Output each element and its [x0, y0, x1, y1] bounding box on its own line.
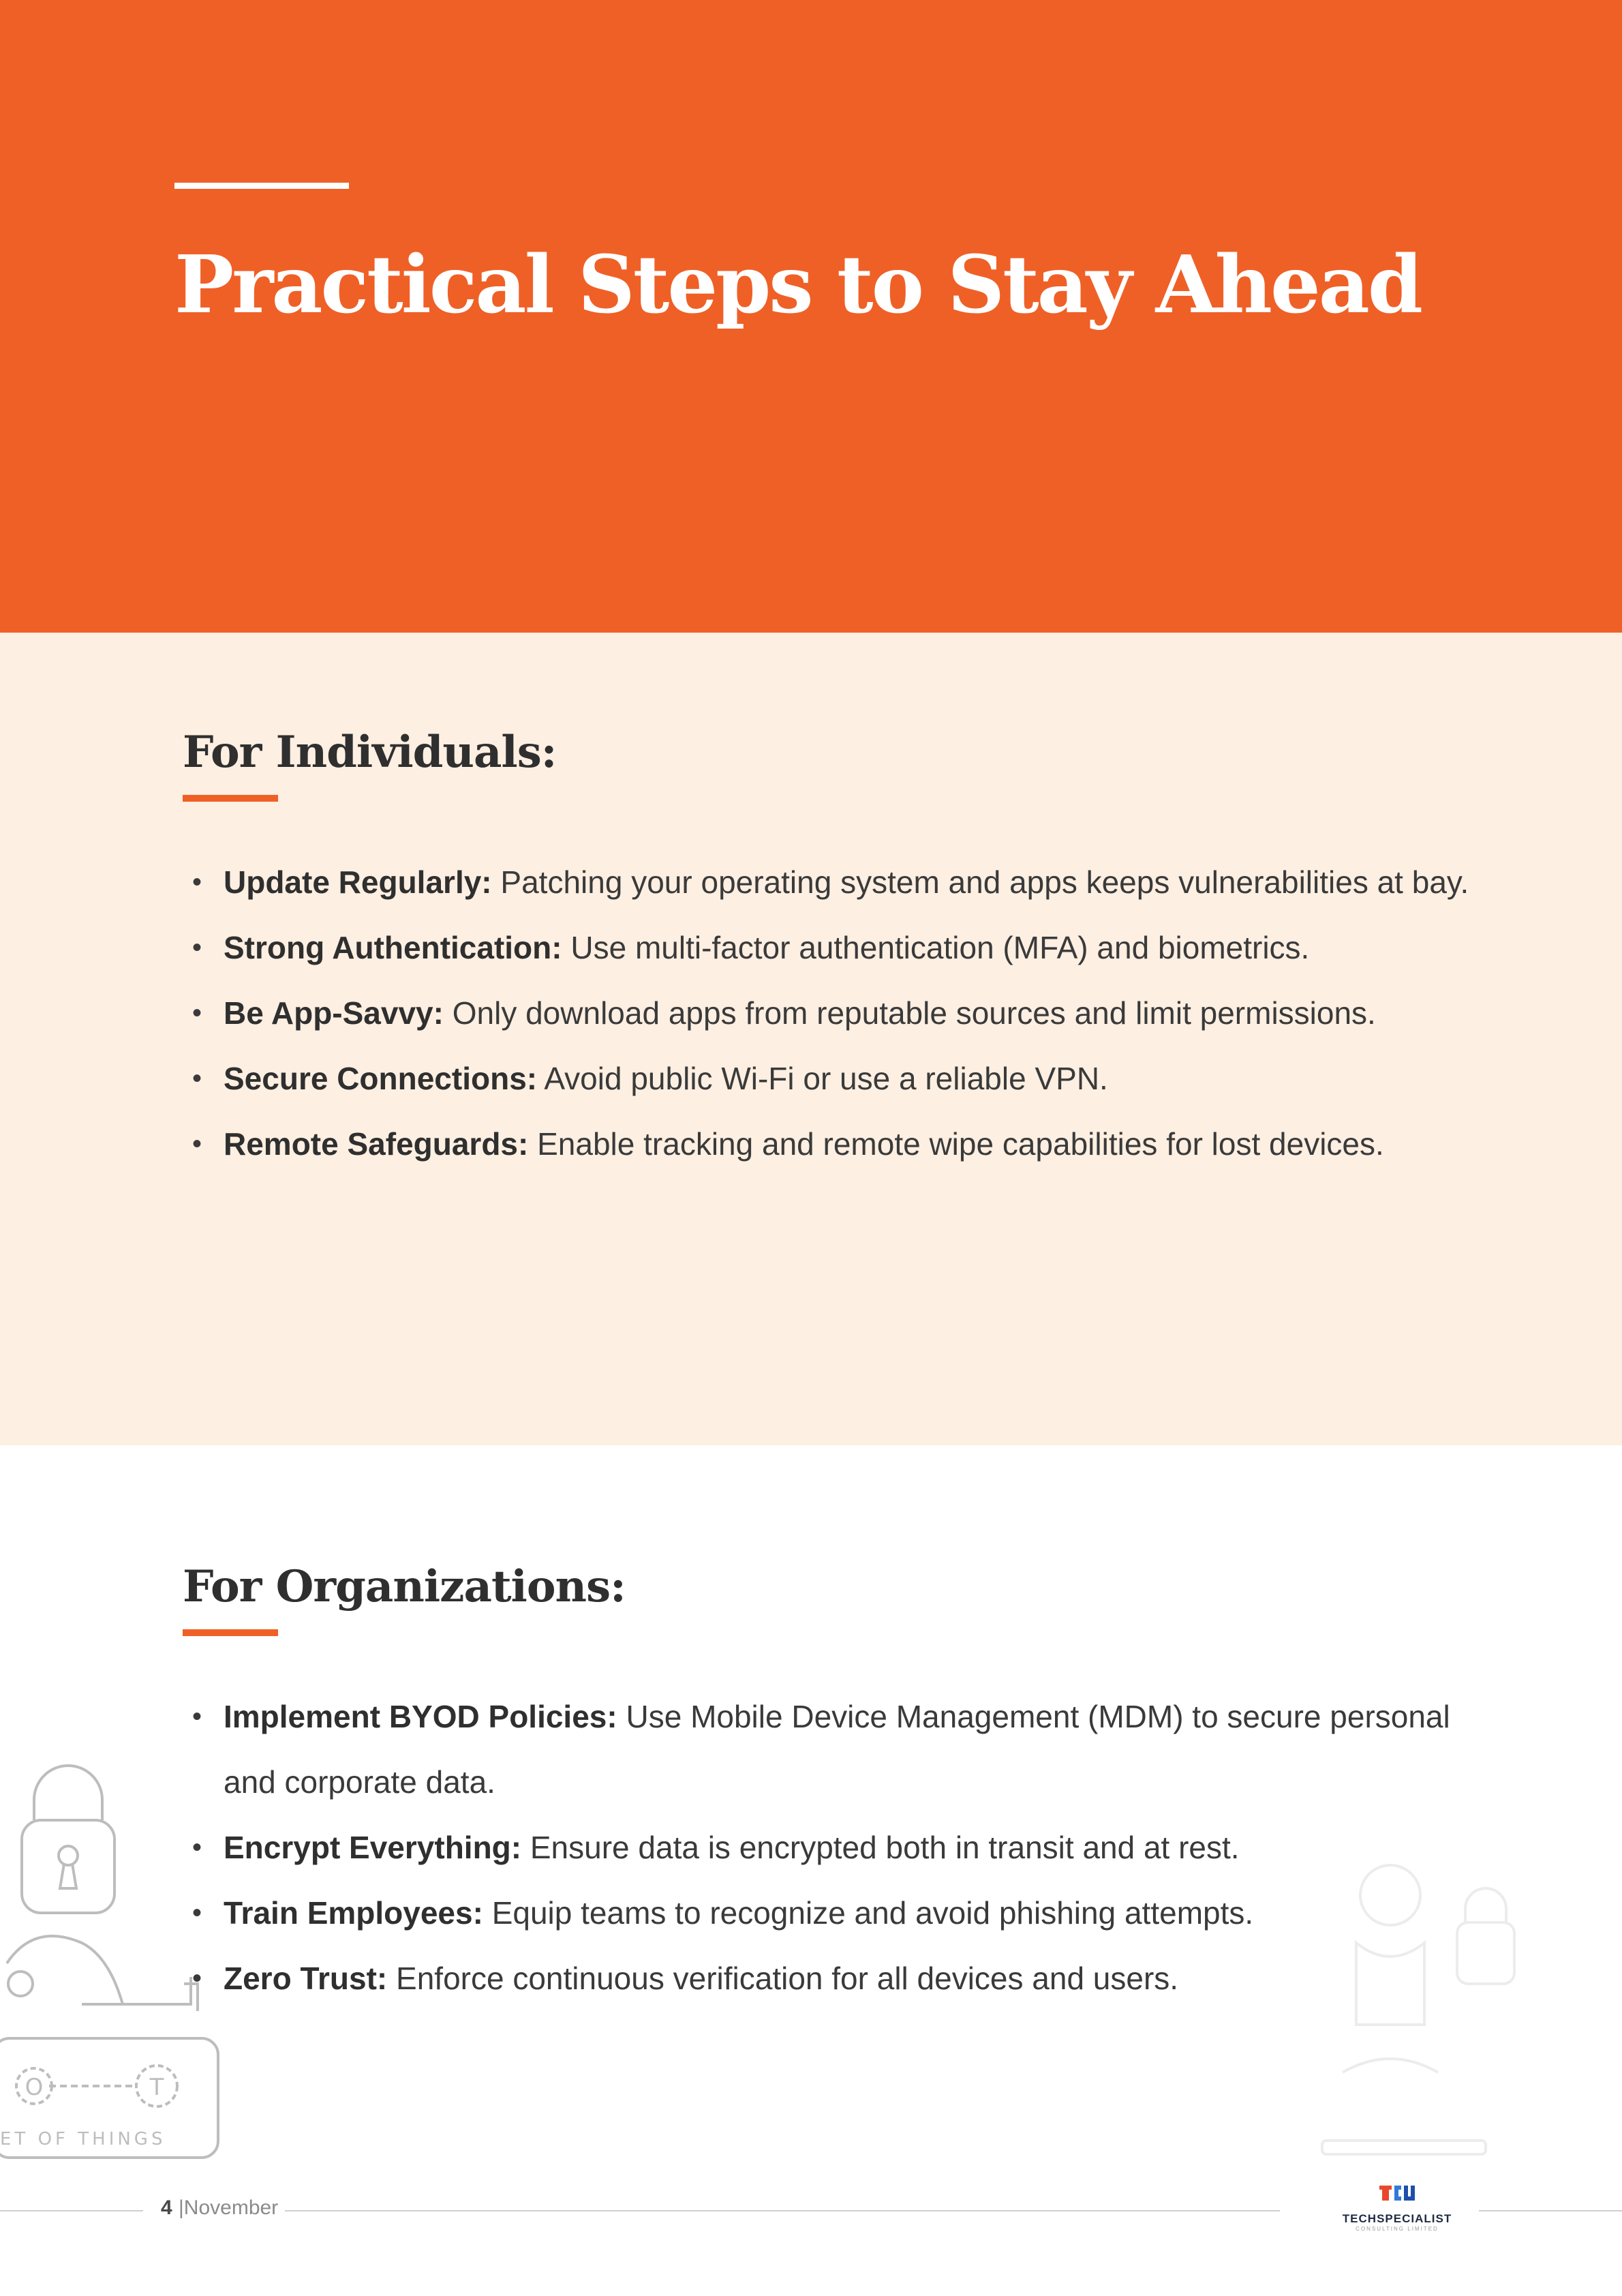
item-text: Use multi-factor authentication (MFA) and biometrics. [562, 930, 1310, 965]
list-item [183, 1046, 1478, 1111]
item-text: Enable tracking and remote wipe capabilities for lost devices. [528, 1126, 1384, 1162]
item-label: Encrypt Everything: [224, 1830, 522, 1865]
lock-shackle [34, 1766, 102, 1820]
individuals-heading: For Individuals: [183, 727, 557, 778]
iot-letter-o: O [25, 2074, 44, 2101]
item-label: Zero Trust: [224, 1961, 388, 1996]
item-label: Secure Connections: [224, 1061, 538, 1096]
hero-divider [174, 183, 349, 189]
item-text: Patching your operating system and apps keeps vulnerabilities at bay. [491, 864, 1469, 900]
item-label: Implement BYOD Policies: [224, 1699, 617, 1734]
list-item [183, 1946, 1478, 2011]
logo-mark-icon [1379, 2179, 1415, 2206]
iot-letter-t: T [149, 2074, 164, 2101]
footer-rule [1479, 2210, 1622, 2211]
item-text: Equip teams to recognize and avoid phishing attempts. [483, 1895, 1254, 1931]
item-text: Enforce continuous verification for all devices and users. [387, 1961, 1179, 1996]
logo-brand-name: TECHSPECIALIST [1342, 2212, 1452, 2225]
item-label: Train Employees: [224, 1895, 483, 1931]
item-label: Strong Authentication: [224, 930, 562, 965]
list-item [183, 1684, 1478, 1815]
page-title: Practical Steps to Stay Ahead [174, 239, 1422, 331]
list-item [183, 849, 1478, 915]
list-item [183, 1880, 1478, 1946]
item-text: Avoid public Wi-Fi or use a reliable VPN. [537, 1061, 1108, 1096]
hero-banner [0, 0, 1622, 633]
faint-person-illustration [1295, 1854, 1540, 2168]
item-text: Use Mobile Device Management (MDM) to secure personal and corporate data. [224, 1699, 1450, 1800]
list-item [183, 980, 1478, 1046]
item-label: Update Regularly: [224, 864, 492, 900]
footer-rule [0, 2210, 143, 2211]
item-label: Be App-Savvy: [224, 995, 444, 1031]
list-item [183, 1815, 1478, 1880]
organizations-list [183, 1684, 1478, 2011]
iot-caption: ET OF THINGS [0, 2129, 166, 2149]
techspecialist-logo [1329, 2179, 1465, 2232]
item-text: Only download apps from reputable sources and limit permissions. [443, 995, 1376, 1031]
individuals-heading-underline [183, 795, 278, 802]
logo-brand-subtitle: CONSULTING LIMITED [1356, 2226, 1439, 2232]
item-text: Ensure data is encrypted both in transit and at rest. [521, 1830, 1240, 1865]
organizations-heading: For Organizations: [183, 1561, 626, 1612]
list-item [183, 1111, 1478, 1177]
page-number: 4 [161, 2196, 172, 2219]
page-month: |November [179, 2196, 279, 2219]
item-label: Remote Safeguards: [224, 1126, 529, 1162]
organizations-heading-underline [183, 1629, 278, 1636]
footer-rule [285, 2210, 1280, 2211]
list-item [183, 915, 1478, 980]
individuals-list [183, 849, 1478, 1177]
